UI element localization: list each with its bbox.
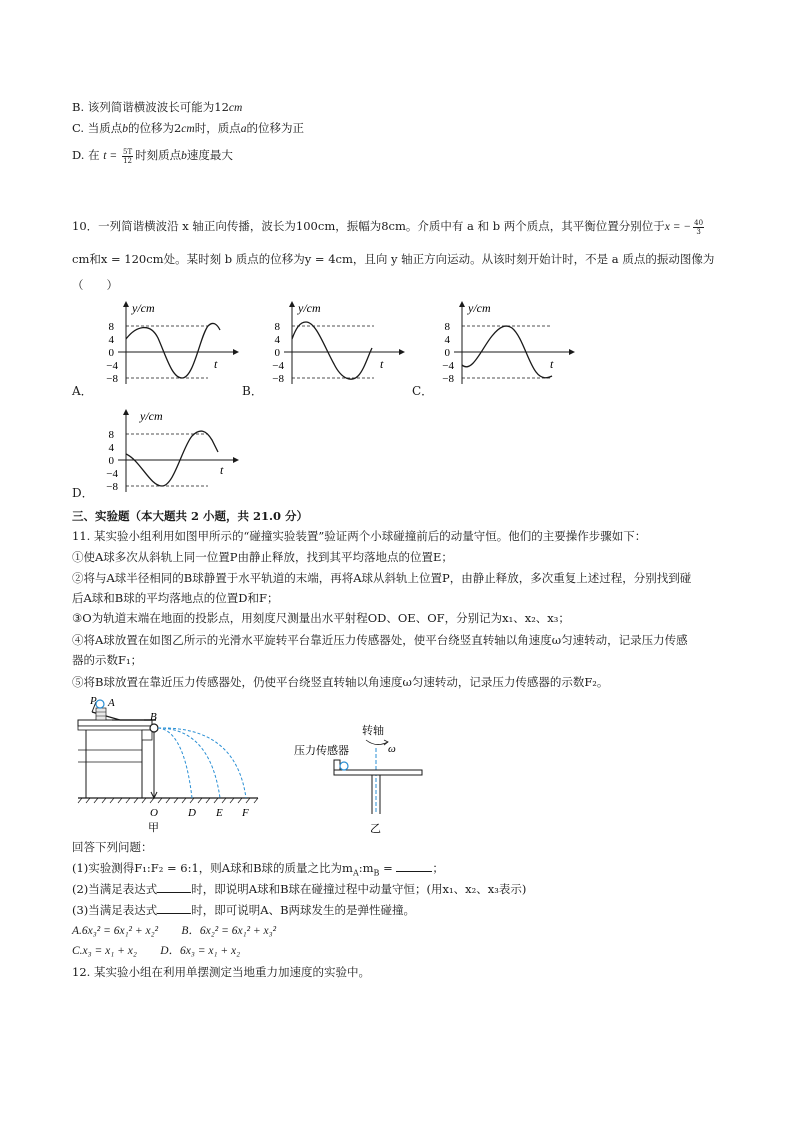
tick-neg4: −4 [442,360,454,372]
y-label: y/cm [298,301,321,315]
q10-stem-line2: cm和x = 120cm处。某时刻 b 质点的位移为y = 4cm，且向 y 轴正方向运动。从该时刻开始计时，不是 a 质点的振动图像为 [72,252,715,266]
fraction-5t-12: $\frac{5T}{12}$ [123,147,133,165]
choice-d-label: D． [72,486,94,500]
tick-4: 4 [444,334,450,346]
wave-curve [126,431,218,486]
section-3-title: 三、实验题（本大题共 2 小题，共 21.0 分） [72,509,309,523]
tick-neg8: −8 [106,481,118,493]
y-label: y/cm [140,409,163,423]
q11-options-row2 [72,942,240,959]
label-d: D [188,807,196,819]
tick-8: 8 [108,429,114,441]
graph-b [262,296,412,388]
tick-neg4: −4 [106,468,118,480]
graph-c [432,296,582,388]
q11-step3: ③O为轨道末端在地面的投影点，用刻度尺测量出水平射程OD、OE、OF，分别记为x₁、x₂、x₃； [72,611,570,625]
q11-step2b: 后A球和B球的平均落地点的位置D和F； [72,591,279,605]
option-c: C.x₃ = x₁ + x₂ [72,945,137,957]
q11-step5: ⑤将B球放置在靠近压力传感器处，仍使平台绕竖直转轴以角速度ω匀速转动，记录压力传感器的示数F₂。 [72,675,609,689]
wave-curve [292,322,372,379]
q11-step1: ①使A球多次从斜轨上同一位置P由静止释放，找到其平均落地点的位置E； [72,550,453,564]
answer-blank-3[interactable] [157,903,191,914]
choice-c-label: C． [412,384,434,398]
q10-stem-line1: 10．一列简谐横波沿 x 轴正向传播，波长为100cm，振幅为8cm。介质中有 a 和 b 两个质点，其平衡位置分别位于x = − $\frac{40}{3}$ [72,218,704,236]
q11-step4b: 器的示数F₁； [72,653,143,667]
graph-a [96,296,246,388]
choice-a-label: A． [72,384,93,398]
answer-blank-2[interactable] [157,882,191,893]
label-f: F [242,807,249,819]
fraction-40-3: $\frac{40}{3}$ [694,218,704,236]
caption-jia: 甲 [148,822,159,834]
q11-options-row1 [72,922,276,939]
tick-neg8: −8 [106,373,118,385]
q9-option-c: C. 当质点b的位移为2cm时，质点a的位移为正 [72,121,304,135]
tick-4: 4 [274,334,280,346]
t-label: t [220,463,224,477]
tick-neg8: −8 [442,373,454,385]
figure-yi-rotating-platform [290,718,430,836]
tick-4: 4 [108,334,114,346]
option-b: B．6x₂² = 6x₁² + x₃² [181,925,277,937]
q11-intro: 11. 某实验小组利用如图甲所示的“碰撞实验装置”验证两个小球碰撞前后的动量守恒。他们的主要操作步骤如下： [72,529,647,543]
label-b: B [150,711,157,723]
option-a: A.6x₃² = 6x₁² + x₂² [72,925,159,937]
caption-yi: 乙 [370,823,381,835]
label-axis: 转轴 [362,725,384,737]
q9-option-b: B. 该列简谐横波波长可能为12cm [72,100,243,114]
t-label: t [380,357,384,371]
t-label: t [550,357,554,371]
tick-0: 0 [108,347,114,359]
label-a: A [108,697,115,709]
y-label: y/cm [132,301,155,315]
wave-curve [126,323,220,378]
label-o: O [150,807,158,819]
q11-step2a: ②将与A球半径相同的B球静置于水平轨道的末端，再将A球从斜轨上位置P，由静止释放，多次重复上述过程，分别找到碰 [72,571,692,585]
answer-blank-1[interactable] [396,861,432,872]
tick-0: 0 [444,347,450,359]
q11-part3: (3)当满足表达式 时，即可说明A、B两球发生的是弹性碰撞。 [72,903,416,917]
q11-answer-header: 回答下列问题： [72,840,153,854]
q12-intro: 12. 某实验小组在利用单摆测定当地重力加速度的实验中。 [72,965,370,979]
choice-b-label: B． [242,384,263,398]
label-sensor: 压力传感器 [294,745,349,757]
graph-d [96,404,246,496]
label-omega: ω [388,743,396,755]
tick-neg8: −8 [272,373,284,385]
q11-part2: (2)当满足表达式 时，即说明A球和B球在碰撞过程中动量守恒；(用x₁、x₂、x₃表示) [72,882,527,896]
tick-0: 0 [274,347,280,359]
t-label: t [214,357,218,371]
tick-0: 0 [108,455,114,467]
y-label: y/cm [468,301,491,315]
q11-part1: (1)实验测得F₁:F₂ = 6:1，则A球和B球的质量之比为$m_A:m_B$ = ； [72,861,444,878]
figure-jia-collision-apparatus [72,692,272,838]
tick-8: 8 [444,321,450,333]
tick-4: 4 [108,442,114,454]
tick-neg4: −4 [106,360,118,372]
tick-8: 8 [274,321,280,333]
tick-8: 8 [108,321,114,333]
option-d: D．6x₃ = x₁ + x₂ [160,945,241,957]
label-p: P [90,695,97,707]
q11-step4a: ④将A球放置在如图乙所示的光滑水平旋转平台靠近压力传感器处，使平台绕竖直转轴以角速度ω匀速转动，记录压力传感 [72,633,688,647]
q9-option-d: D. 在 t = $\frac{5T}{12}$ 时刻质点b速度最大 [72,147,233,165]
q10-stem-line3: （ ） [72,278,118,292]
tick-neg4: −4 [272,360,284,372]
label-e: E [216,807,223,819]
